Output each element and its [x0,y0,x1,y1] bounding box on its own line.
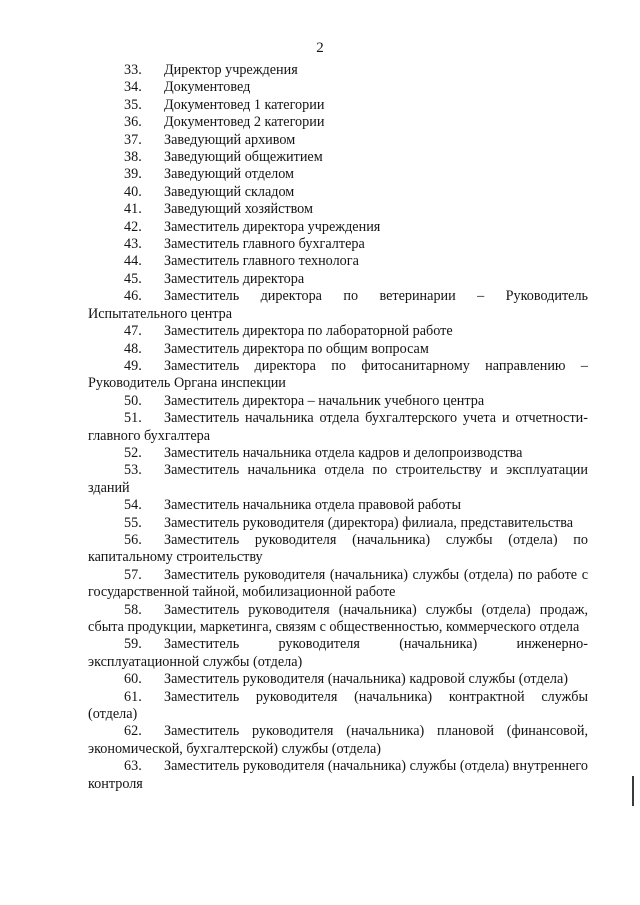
item-text: Заведующий складом [164,183,295,200]
list-item [88,288,588,323]
item-number: 45. [124,270,142,287]
item-number: 52. [124,444,142,461]
list-item [88,602,588,637]
scan-edge-mark [632,776,634,806]
item-number: 33. [124,62,142,78]
item-text: Заведующий отделом [164,166,295,183]
item-number: 36. [124,114,142,131]
item-number: 47. [124,323,142,340]
item-number: 49. [124,357,142,374]
position-list [88,62,588,793]
item-number: 58. [124,601,142,618]
list-item [88,515,588,532]
item-number: 34. [124,79,142,96]
item-text: Директор учреждения [164,62,298,78]
list-item [88,758,588,793]
item-text: Заместитель директора – начальник учебного центра [164,392,485,409]
list-item [88,201,588,218]
list-item [88,219,588,236]
list-item [88,132,588,149]
item-text: Заместитель директора учреждения [164,218,381,235]
item-number: 54. [124,497,142,514]
item-number: 63. [124,758,142,775]
item-text: Заместитель начальника отдела кадров и делопроизводства [164,444,523,461]
list-item [88,462,588,497]
item-text: Документовед 2 категории [164,114,325,131]
item-number: 50. [124,392,142,409]
list-item [88,532,588,567]
item-text: Заместитель главного технолога [164,253,359,270]
list-item [88,497,588,514]
item-number: 41. [124,201,142,218]
item-text: Заместитель руководителя (директора) филиала, представительства [164,514,574,531]
item-text: Заместитель начальника отдела бухгалтерского учета и отчетности-главного бухгалтера [88,410,588,444]
item-text: Заведующий общежитием [164,149,323,166]
list-item [88,723,588,758]
item-number: 59. [124,636,142,653]
item-number: 43. [124,236,142,253]
list-item [88,323,588,340]
item-text: Заместитель руководителя (начальника) контрактной службы (отдела) [88,688,588,723]
item-number: 40. [124,183,142,200]
list-item [88,393,588,410]
list-item [88,445,588,462]
item-number: 42. [124,218,142,235]
item-number: 39. [124,166,142,183]
item-number: 53. [124,462,142,479]
item-number: 56. [124,531,142,548]
list-item [88,567,588,602]
item-text: Заместитель директора по фитосанитарному направлению – Руководитель Органа инспекции [88,357,588,392]
item-number: 37. [124,131,142,148]
list-item [88,271,588,288]
list-item [88,636,588,671]
item-number: 55. [124,514,142,531]
item-text: Заместитель директора [164,270,305,287]
item-number: 35. [124,96,142,113]
list-item [88,114,588,131]
page-number: 2 [316,40,324,56]
item-number: 38. [124,149,142,166]
item-text: Заместитель руководителя (начальника) службы (отдела) по капитальному строительству [88,531,588,566]
item-text: Заместитель главного бухгалтера [164,236,365,253]
list-item [88,236,588,253]
item-text: Заместитель директора по лабораторной работе [164,323,453,340]
list-item [88,62,588,79]
item-text: Заместитель руководителя (начальника) кадровой службы (отдела) [164,671,568,688]
item-number: 46. [124,288,142,305]
item-number: 60. [124,671,142,688]
item-text: Документовед [164,79,251,96]
item-text: Заместитель начальника отдела по строительству и эксплуатации зданий [88,462,588,496]
list-item [88,166,588,183]
item-text: Заместитель руководителя (начальника) инженерно-эксплуатационной службы (отдела) [88,636,588,670]
item-number: 51. [124,410,142,427]
list-item [88,149,588,166]
item-number: 57. [124,566,142,583]
list-item [88,253,588,270]
item-text: Документовед 1 категории [164,96,325,113]
item-text: Заместитель директора по ветеринарии – Руководитель Испытательного центра [88,288,588,322]
list-item [88,79,588,96]
item-text: Заместитель руководителя (начальника) службы (отдела) продаж, сбыта продукции, маркетинга, связям с общественностью, коммерческого отдела [88,601,588,635]
item-text: Заведующий архивом [164,131,296,148]
item-text: Заместитель руководителя (начальника) службы (отдела) внутреннего контроля [88,758,588,792]
list-item [88,184,588,201]
item-number: 44. [124,253,142,270]
item-text: Заместитель руководителя (начальника) плановой (финансовой, экономической, бухгалтерской) службы (отдела) [88,723,588,757]
item-number: 62. [124,723,142,740]
item-text: Заместитель начальника отдела правовой работы [164,497,461,514]
list-item [88,358,588,393]
list-item [88,671,588,688]
item-number: 61. [124,688,142,705]
list-item [88,341,588,358]
item-text: Заместитель руководителя (начальника) службы (отдела) по работе с государственной тайной, мобилизационной работе [88,566,588,601]
list-item [88,97,588,114]
list-item [88,410,588,445]
list-item [88,689,588,724]
item-text: Заведующий хозяйством [164,201,313,218]
item-text: Заместитель директора по общим вопросам [164,340,429,357]
item-number: 48. [124,340,142,357]
